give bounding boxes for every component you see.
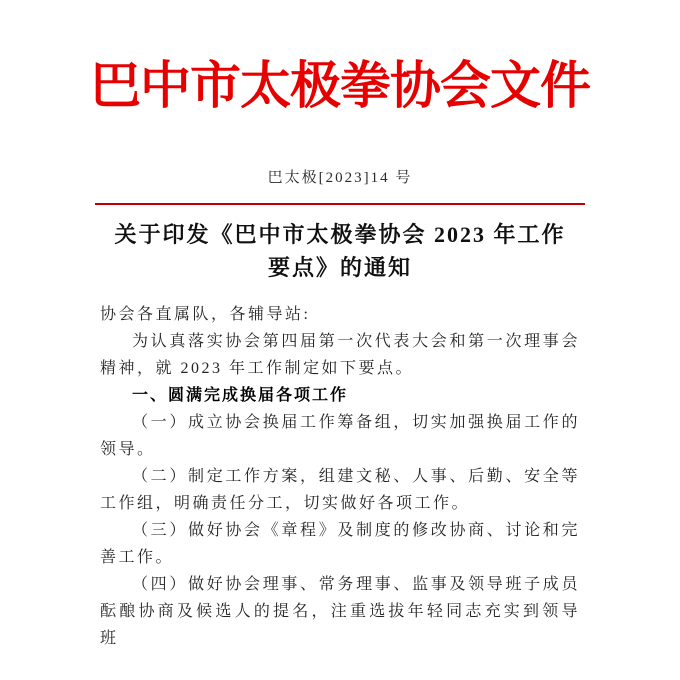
- header-divider-line: [95, 203, 585, 205]
- document-title: [0, 218, 680, 284]
- paragraph-item-2: （二）制定工作方案，组建文秘、人事、后勤、安全等工作组，明确责任分工，切实做好各项工作。: [100, 467, 580, 512]
- paragraph-item-3: （三）做好协会《章程》及制度的修改协商、讨论和完善工作。: [100, 521, 580, 566]
- document-header-title: 巴中市太极拳协会文件: [89, 59, 590, 115]
- paragraph-item-1: （一）成立协会换届工作筹备组，切实加强换届工作的领导。: [100, 413, 580, 458]
- salutation-line: 协会各直属队，各辅导站:: [100, 305, 311, 323]
- document-number: 巴太极[2023]14 号: [267, 169, 413, 186]
- document-title-line-2: 要点》的通知: [267, 254, 412, 280]
- paragraph-item-4: （四）做好协会理事、常务理事、监事及领导班子成员酝酿协商及候选人的提名，注重选拔年轻同志充实到领导班: [100, 575, 580, 647]
- paragraph-intro: 为认真落实协会第四届第一次代表大会和第一次理事会精神，就 2023 年工作制定如下要点。: [100, 332, 580, 377]
- document-body: [100, 301, 580, 652]
- section-heading-1: 一、圆满完成换届各项工作: [132, 386, 349, 404]
- document-title-line-1: 关于印发《巴中市太极拳协会 2023 年工作: [114, 221, 566, 247]
